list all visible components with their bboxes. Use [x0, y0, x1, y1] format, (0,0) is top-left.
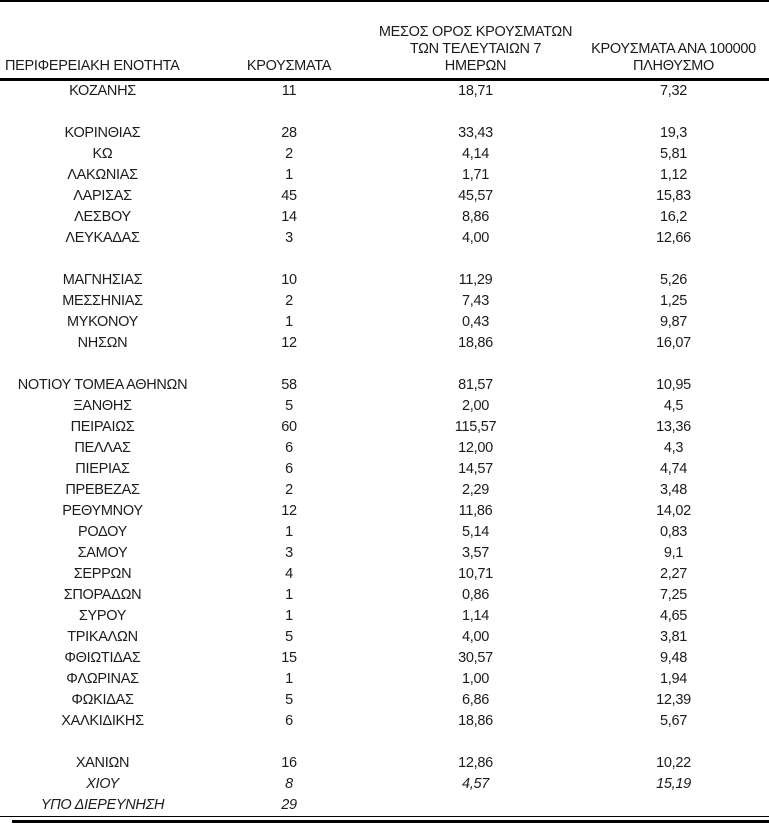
cell-avg7: 3,57: [461, 545, 490, 561]
cell-cases: 4: [285, 566, 293, 582]
table-row: [0, 690, 769, 711]
cell-avg7: 10,71: [458, 566, 493, 582]
cell-cases: 5: [285, 629, 293, 645]
cell-cases: 5: [285, 692, 293, 708]
cell-region: ΝΟΤΙΟΥ ΤΟΜΕΑ ΑΘΗΝΩΝ: [17, 377, 188, 393]
cell-per100k: 15,83: [656, 188, 691, 204]
cell-region: ΚΟΡΙΝΘΙΑΣ: [64, 125, 141, 141]
cell-avg7: 2,29: [461, 482, 490, 498]
cell-region: ΣΠΟΡΑΔΩΝ: [63, 587, 142, 603]
cell-per100k: 4,5: [663, 398, 684, 414]
cell-region: ΚΩ: [92, 146, 113, 162]
table-row: [0, 459, 769, 480]
column-header-line: ΠΕΡΙΦΕΡΕΙΑΚΗ ΕΝΟΤΗΤΑ: [5, 58, 180, 74]
cell-region: ΥΠΟ ΔΙΕΡΕΥΝΗΣΗ: [40, 797, 165, 813]
cell-cases: 2: [285, 482, 293, 498]
column-header-per100k: [578, 1, 769, 80]
cell-per100k: 5,67: [659, 713, 688, 729]
cell-cases: 2: [285, 293, 293, 309]
cell-avg7: 1,00: [461, 671, 490, 687]
cell-per100k: 12,66: [656, 230, 691, 246]
cell-cases: 45: [281, 188, 297, 204]
table-bottom-rule-thick: [12, 820, 769, 823]
cell-per100k: 3,48: [659, 482, 688, 498]
cell-avg7: 12,86: [458, 755, 493, 771]
column-header-line: ΚΡΟΥΣΜΑΤΑ ΑΝΑ 100000: [591, 41, 756, 57]
cell-cases: 29: [281, 797, 297, 813]
cell-cases: 1: [285, 587, 293, 603]
cell-avg7: 1,71: [461, 167, 490, 183]
table-row: [0, 501, 769, 522]
cell-region: ΝΗΣΩΝ: [77, 335, 128, 351]
cell-avg7: 5,14: [461, 524, 490, 540]
cell-region: ΜΥΚΟΝΟΥ: [66, 314, 139, 330]
cell-cases: 12: [281, 503, 297, 519]
cell-per100k: 7,32: [659, 83, 688, 99]
cell-cases: 28: [281, 125, 297, 141]
cell-avg7: 45,57: [458, 188, 493, 204]
cell-cases: 1: [285, 524, 293, 540]
cell-avg7: 14,57: [458, 461, 493, 477]
cell-per100k: 10,22: [656, 755, 691, 771]
cell-avg7: 18,71: [458, 83, 493, 99]
column-header-region: [0, 1, 205, 80]
cell-per100k: 3,81: [659, 629, 688, 645]
cell-region: ΠΡΕΒΕΖΑΣ: [65, 482, 140, 498]
cell-avg7: 4,00: [461, 629, 490, 645]
cell-region: ΜΕΣΣΗΝΙΑΣ: [62, 293, 143, 309]
cell-avg7: 115,57: [454, 419, 497, 435]
cell-cases: 6: [285, 440, 293, 456]
column-header-line: ΠΛΗΘΥΣΜΟ: [632, 58, 715, 74]
cell-cases: 6: [285, 713, 293, 729]
table-row: [0, 186, 769, 207]
cell-per100k: 5,81: [659, 146, 688, 162]
cell-avg7: 12,00: [458, 440, 493, 456]
table-header: [0, 1, 769, 80]
cell-per100k: 4,65: [659, 608, 688, 624]
cell-cases: 3: [285, 230, 293, 246]
cell-region: ΡΟΔΟΥ: [77, 524, 127, 540]
cell-region: ΠΕΛΛΑΣ: [74, 440, 131, 456]
table-row: [0, 333, 769, 354]
cell-cases: 3: [285, 545, 293, 561]
cell-per100k: 9,87: [659, 314, 688, 330]
table-row: [0, 396, 769, 417]
column-header-avg7: [373, 1, 578, 80]
cell-per100k: 1,94: [659, 671, 688, 687]
cell-per100k: 4,3: [663, 440, 684, 456]
cell-region: ΣΥΡΟΥ: [78, 608, 127, 624]
cell-per100k: 2,27: [659, 566, 688, 582]
table-row: [0, 543, 769, 564]
cell-per100k: 13,36: [656, 419, 691, 435]
cell-region: ΞΑΝΘΗΣ: [73, 398, 132, 414]
cell-per100k: [578, 795, 769, 816]
table-row: [0, 144, 769, 165]
table-row: [0, 228, 769, 249]
header-row: [0, 1, 769, 80]
table-row: [0, 417, 769, 438]
cell-region: ΤΡΙΚΑΛΩΝ: [67, 629, 138, 645]
cell-per100k: 10,95: [656, 377, 691, 393]
table-row: [0, 123, 769, 144]
table-row: [0, 438, 769, 459]
spacer-cell: [0, 249, 769, 270]
cell-per100k: 16,07: [656, 335, 691, 351]
table-row: [0, 585, 769, 606]
table-row: [0, 711, 769, 732]
cell-region: ΧΑΛΚΙΔΙΚΗΣ: [61, 713, 144, 729]
cell-cases: 15: [281, 650, 297, 666]
table-row: [0, 627, 769, 648]
cell-per100k: 15,19: [656, 776, 691, 792]
cell-avg7: 0,86: [461, 587, 490, 603]
cell-region: ΠΙΕΡΙΑΣ: [75, 461, 130, 477]
cell-avg7: 11,29: [458, 272, 493, 288]
table-row: [0, 207, 769, 228]
cell-cases: 12: [281, 335, 297, 351]
cell-cases: 1: [285, 671, 293, 687]
column-header-cases: [205, 1, 373, 80]
cell-avg7: 2,00: [461, 398, 490, 414]
spacer-cell: [0, 102, 769, 123]
spacer-row: [0, 732, 769, 753]
cell-region: ΦΘΙΩΤΙΔΑΣ: [64, 650, 141, 666]
column-header-line: ΜΕΣΟΣ ΟΡΟΣ ΚΡΟΥΣΜΑΤΩΝ: [378, 24, 573, 40]
cell-avg7: 81,57: [458, 377, 493, 393]
table-row: [0, 774, 769, 795]
spacer-cell: [0, 354, 769, 375]
column-header-line: ΚΡΟΥΣΜΑΤΑ: [246, 58, 332, 74]
table-row: [0, 522, 769, 543]
spacer-cell: [0, 732, 769, 753]
table-row: [0, 165, 769, 186]
cell-region: ΦΛΩΡΙΝΑΣ: [66, 671, 139, 687]
table-bottom-rule-thin: [0, 816, 769, 817]
cell-per100k: 4,74: [659, 461, 688, 477]
cell-avg7: 4,57: [461, 776, 490, 792]
cell-cases: 16: [281, 755, 297, 771]
cell-region: ΧΙΟΥ: [86, 776, 119, 792]
cell-per100k: 14,02: [656, 503, 691, 519]
cell-avg7: 1,14: [461, 608, 490, 624]
cell-cases: 2: [285, 146, 293, 162]
spacer-row: [0, 249, 769, 270]
cell-per100k: 9,1: [663, 545, 684, 561]
cell-region: ΡΕΘΥΜΝΟΥ: [62, 503, 143, 519]
cell-avg7: 4,14: [461, 146, 490, 162]
table-row: [0, 606, 769, 627]
cell-cases: 1: [285, 314, 293, 330]
cell-per100k: 1,12: [659, 167, 688, 183]
cell-avg7: 18,86: [458, 713, 493, 729]
cell-avg7: [373, 795, 578, 816]
cell-cases: 14: [281, 209, 297, 225]
cell-region: ΠΕΙΡΑΙΩΣ: [70, 419, 135, 435]
cell-region: ΣΕΡΡΩΝ: [73, 566, 132, 582]
cell-avg7: 6,86: [461, 692, 490, 708]
cell-avg7: 30,57: [458, 650, 493, 666]
table-row: [0, 80, 769, 103]
cell-avg7: 7,43: [461, 293, 490, 309]
cell-avg7: 11,86: [458, 503, 493, 519]
cell-avg7: 4,00: [461, 230, 490, 246]
cell-region: ΜΑΓΝΗΣΙΑΣ: [62, 272, 143, 288]
table-row: [0, 648, 769, 669]
cell-region: ΧΑΝΙΩΝ: [75, 755, 130, 771]
table-row: [0, 795, 769, 816]
cell-per100k: 0,83: [659, 524, 688, 540]
cell-avg7: 18,86: [458, 335, 493, 351]
spacer-row: [0, 354, 769, 375]
cell-region: ΛΕΥΚΑΔΑΣ: [65, 230, 140, 246]
table-body: [0, 80, 769, 817]
table-row: [0, 753, 769, 774]
cell-per100k: 9,48: [659, 650, 688, 666]
spacer-row: [0, 102, 769, 123]
cell-region: ΛΑΚΩΝΙΑΣ: [67, 167, 138, 183]
cell-region: ΛΕΣΒΟΥ: [74, 209, 131, 225]
cell-cases: 11: [281, 83, 297, 99]
cell-per100k: 5,26: [659, 272, 688, 288]
table-row: [0, 270, 769, 291]
cell-region: ΣΑΜΟΥ: [77, 545, 128, 561]
cell-cases: 1: [285, 608, 293, 624]
cell-per100k: 7,25: [659, 587, 688, 603]
cell-per100k: 12,39: [656, 692, 691, 708]
cell-avg7: 8,86: [461, 209, 490, 225]
cell-cases: 8: [285, 776, 293, 792]
cell-cases: 1: [285, 167, 293, 183]
cell-per100k: 19,3: [659, 125, 688, 141]
table-row: [0, 291, 769, 312]
cell-cases: 10: [281, 272, 297, 288]
table-row: [0, 669, 769, 690]
cell-region: ΛΑΡΙΣΑΣ: [73, 188, 132, 204]
column-header-line: ΤΩΝ ΤΕΛΕΥΤΑΙΩΝ 7: [409, 41, 542, 57]
cell-per100k: 1,25: [659, 293, 688, 309]
table-row: [0, 375, 769, 396]
cell-cases: 5: [285, 398, 293, 414]
cell-cases: 6: [285, 461, 293, 477]
cell-region: ΚΟΖΑΝΗΣ: [69, 83, 136, 99]
table-row: [0, 312, 769, 333]
column-header-line: ΗΜΕΡΩΝ: [444, 58, 507, 74]
cell-region: ΦΩΚΙΔΑΣ: [71, 692, 134, 708]
table-row: [0, 480, 769, 501]
cell-per100k: 16,2: [659, 209, 688, 225]
cell-avg7: 0,43: [461, 314, 490, 330]
table-row: [0, 564, 769, 585]
cell-cases: 58: [281, 377, 297, 393]
cell-avg7: 33,43: [458, 125, 493, 141]
cell-cases: 60: [281, 419, 297, 435]
